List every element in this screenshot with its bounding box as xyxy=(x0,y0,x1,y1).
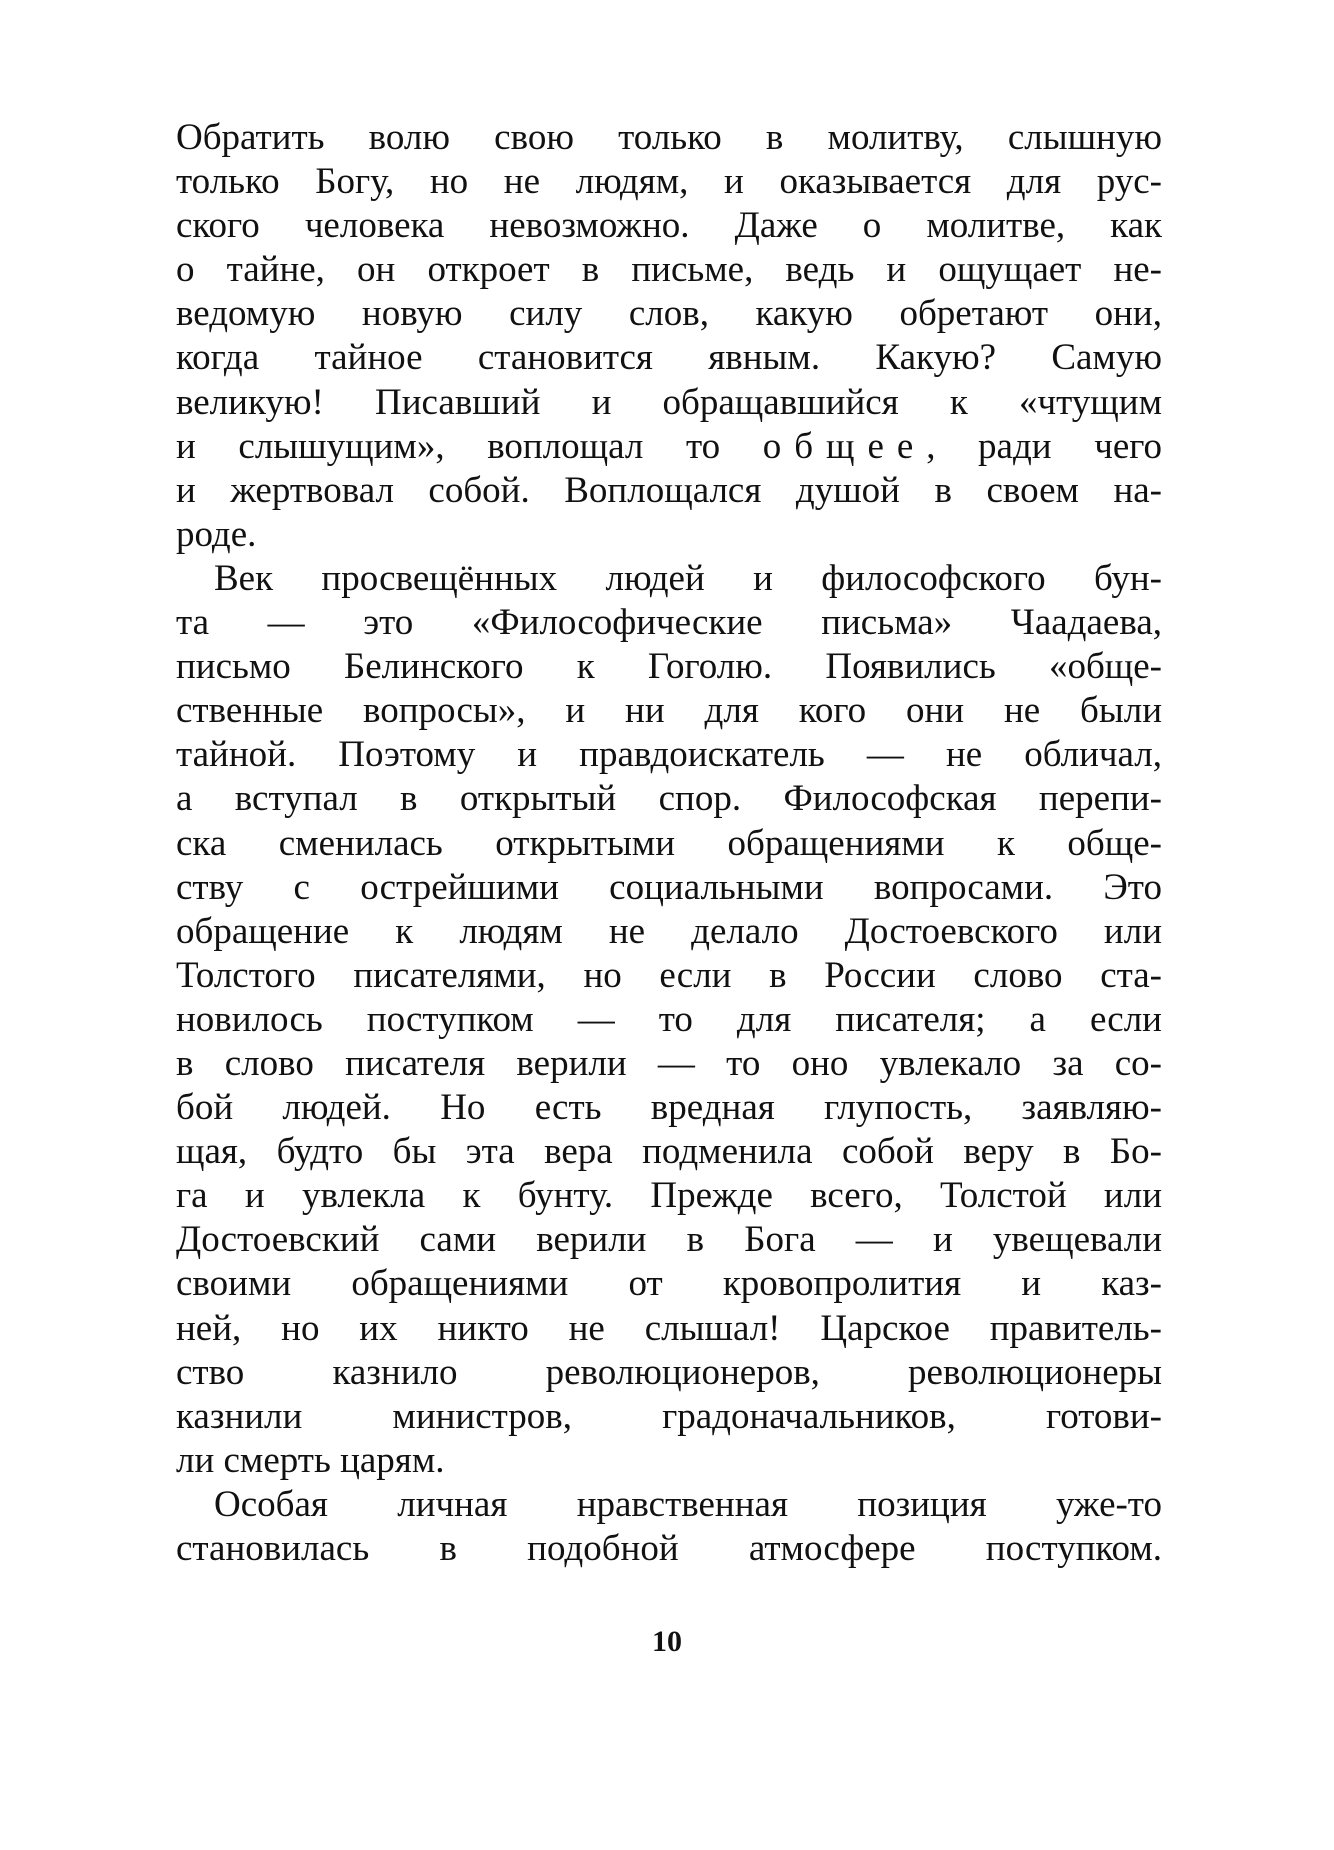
text-line: Особая личная нравственная позиция уже-то xyxy=(214,1483,1162,1525)
text-line: ского человека невозможно. Даже о молитве, как xyxy=(176,205,1162,247)
text-line: Век просвещённых людей и философского бун- xyxy=(214,557,1162,599)
page-body xyxy=(176,116,1162,1571)
text-line: га и увлекла к бунту. Прежде всего, Толстой или xyxy=(176,1175,1162,1217)
text-line: ли смерть царям. xyxy=(176,1439,445,1481)
text-fragment: и слышущим», воплощал то xyxy=(176,425,721,467)
paragraph-2 xyxy=(176,557,1162,1483)
text-line: в слово писателя верили — то оно увлекало за со- xyxy=(176,1042,1162,1084)
text-line: Обратить волю свою только в молитву, слышную xyxy=(176,117,1162,158)
text-line: ведомую новую силу слов, какую обретают они, xyxy=(176,293,1162,335)
text-line: и жертвовал собой. Воплощался душой в своем на- xyxy=(176,469,1162,511)
text-line: щая, будто бы эта вера подменила собой веру в Бо- xyxy=(176,1131,1162,1173)
text-fragment: , ради чего xyxy=(926,425,1162,467)
text-line: своими обращениями от кровопролития и каз- xyxy=(176,1263,1162,1305)
text-line: ней, но их никто не слышал! Царское правитель- xyxy=(176,1307,1162,1349)
text-line: о тайне, он откроет в письме, ведь и ощущает не- xyxy=(176,249,1162,291)
text-line: только Богу, но не людям, и оказывается для рус- xyxy=(176,161,1162,203)
text-line: когда тайное становится явным. Какую? Самую xyxy=(176,337,1162,379)
text-line: Толстого писателями, но если в России слово ста- xyxy=(176,954,1162,996)
paragraph-3 xyxy=(176,1483,1162,1571)
text-line-with-emphasis xyxy=(176,425,1162,469)
text-line: роде. xyxy=(176,513,257,555)
spaced-emphasis-word: общее xyxy=(762,425,927,467)
text-line: письмо Белинского к Гоголю. Появились «обще- xyxy=(176,646,1162,688)
text-line: ство казнило революционеров, революционеры xyxy=(176,1351,1162,1393)
text-line: становилась в подобной атмосфере поступком. xyxy=(176,1528,1162,1569)
text-line: обращение к людям не делало Достоевского или xyxy=(176,910,1162,952)
text-line: ственные вопросы», и ни для кого они не были xyxy=(176,690,1162,732)
text-line: Достоевский сами верили в Бога — и увещевали xyxy=(176,1219,1162,1261)
text-line: ству с острейшими социальными вопросами. Это xyxy=(176,866,1162,908)
page-number: 10 xyxy=(652,1625,682,1658)
text-line: а вступал в открытый спор. Философская перепи- xyxy=(176,778,1162,820)
text-line: тайной. Поэтому и правдоискатель — не обличал, xyxy=(176,734,1162,776)
text-line: новилось поступком — то для писателя; а если xyxy=(176,998,1162,1040)
text-line: казнили министров, градоначальников, готови- xyxy=(176,1395,1162,1437)
text-line: бой людей. Но есть вредная глупость, заявляю- xyxy=(176,1087,1162,1129)
text-line: великую! Писавший и обращавшийся к «чтущим xyxy=(176,381,1162,423)
text-line: ска сменилась открытыми обращениями к обще- xyxy=(176,822,1162,864)
paragraph-1 xyxy=(176,116,1162,557)
text-line: та — это «Философические письма» Чаадаева, xyxy=(176,602,1162,644)
